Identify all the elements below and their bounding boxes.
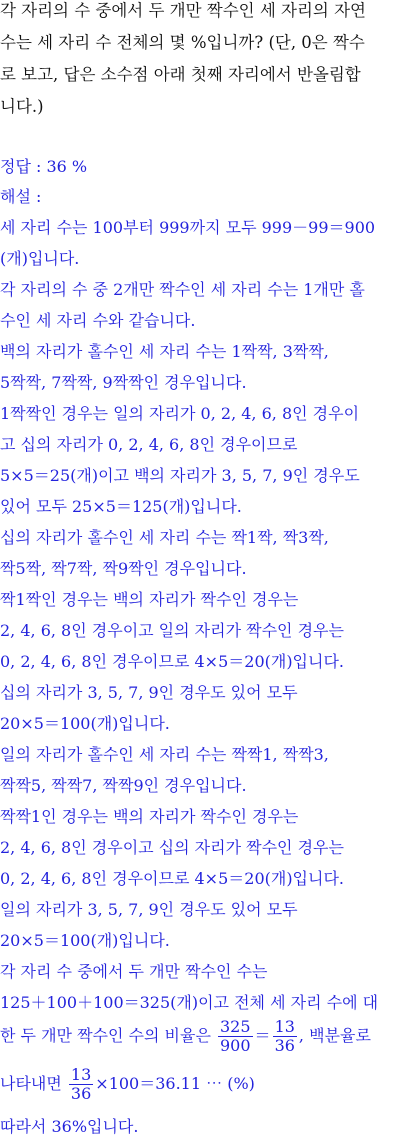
percent-line-suffix: ×100＝36.11 ⋯ (%) bbox=[95, 1074, 255, 1093]
question-line: 각 자리의 수 중에서 두 개만 짝수인 세 자리의 자연 bbox=[0, 1, 366, 20]
explanation-line: 20×5＝100(개)입니다. bbox=[0, 931, 170, 950]
question-line: 로 보고, 답은 소수점 아래 첫째 자리에서 반올림합 bbox=[0, 65, 361, 84]
fraction-denominator: 36 bbox=[70, 1084, 92, 1103]
explanation-line: 짝짝1인 경우는 백의 자리가 짝수인 경우는 bbox=[0, 807, 299, 826]
equals-sign: ＝ bbox=[254, 1026, 271, 1045]
explanation-line: 백의 자리가 홀수인 세 자리 수는 1짝짝, 3짝짝, bbox=[0, 342, 329, 361]
explanation-line: 1짝짝인 경우는 일의 자리가 0, 2, 4, 6, 8인 경우이 bbox=[0, 404, 360, 423]
fraction-denominator: 36 bbox=[274, 1036, 295, 1055]
answer-line: 정답 : 36 % bbox=[0, 157, 88, 176]
explanation-line: 일의 자리가 3, 5, 7, 9인 경우도 있어 모두 bbox=[0, 900, 298, 919]
explanation-line: 5×5＝25(개)이고 백의 자리가 3, 5, 7, 9인 경우도 bbox=[0, 466, 360, 485]
ratio-line bbox=[0, 1016, 400, 1056]
explanation-line: 각 자리 수 중에서 두 개만 짝수인 수는 bbox=[0, 962, 268, 981]
explanation-line: 십의 자리가 홀수인 세 자리 수는 짝1짝, 짝3짝, bbox=[0, 528, 329, 547]
explanation-line: (개)입니다. bbox=[0, 249, 80, 268]
explanation-heading: 해설 : bbox=[0, 187, 42, 206]
explanation-line: 있어 모두 25×5＝125(개)입니다. bbox=[0, 497, 242, 516]
explanation-line: 고 십의 자리가 0, 2, 4, 6, 8인 경우이므로 bbox=[0, 435, 298, 454]
explanation-line: 2, 4, 6, 8인 경우이고 일의 자리가 짝수인 경우는 bbox=[0, 621, 344, 640]
explanation-line: 2, 4, 6, 8인 경우이고 십의 자리가 짝수인 경우는 bbox=[0, 838, 344, 857]
explanation-line: 짝짝5, 짝짝7, 짝짝9인 경우입니다. bbox=[0, 776, 247, 795]
explanation-line: 짝5짝, 짝7짝, 짝9짝인 경우입니다. bbox=[0, 559, 247, 578]
explanation-line: 0, 2, 4, 6, 8인 경우이므로 4×5＝20(개)입니다. bbox=[0, 652, 345, 671]
explanation-line: 5짝짝, 7짝짝, 9짝짝인 경우입니다. bbox=[0, 373, 247, 392]
question-line: 수는 세 자리 수 전체의 몇 %입니까? (단, 0은 짝수 bbox=[0, 33, 365, 52]
fraction-13-36 bbox=[273, 1018, 297, 1055]
fraction-numerator: 13 bbox=[70, 1065, 92, 1084]
fraction-numerator: 325 bbox=[220, 1017, 251, 1036]
explanation-line: 125＋100＋100＝325(개)이고 전체 세 자리 수에 대 bbox=[0, 993, 379, 1012]
explanation-line: 0, 2, 4, 6, 8인 경우이므로 4×5＝20(개)입니다. bbox=[0, 869, 345, 888]
fraction-numerator: 13 bbox=[274, 1017, 295, 1036]
explanation-line: 짝1짝인 경우는 백의 자리가 짝수인 경우는 bbox=[0, 590, 299, 609]
explanation-line: 세 자리 수는 100부터 999까지 모두 999－99＝900 bbox=[0, 218, 376, 237]
conclusion-line: 따라서 36%입니다. bbox=[0, 1117, 139, 1136]
explanation-line: 일의 자리가 홀수인 세 자리 수는 짝짝1, 짝짝3, bbox=[0, 745, 329, 764]
explanation-line: 십의 자리가 3, 5, 7, 9인 경우도 있어 모두 bbox=[0, 683, 298, 702]
explanation-line: 수인 세 자리 수와 같습니다. bbox=[0, 311, 196, 330]
percent-line bbox=[0, 1064, 400, 1104]
explanation-line: 20×5＝100(개)입니다. bbox=[0, 714, 170, 733]
ratio-line-suffix: , 백분율로 bbox=[298, 1026, 371, 1045]
question-line: 니다.) bbox=[0, 97, 44, 116]
fraction-13-36 bbox=[69, 1066, 93, 1103]
percent-line-prefix: 나타내면 bbox=[0, 1074, 62, 1093]
fraction-denominator: 900 bbox=[220, 1036, 251, 1055]
explanation-line: 각 자리의 수 중 2개만 짝수인 세 자리 수는 1개만 홀 bbox=[0, 280, 365, 299]
ratio-line-prefix: 한 두 개만 짝수인 수의 비율은 bbox=[0, 1026, 211, 1045]
fraction-325-900 bbox=[218, 1018, 253, 1055]
